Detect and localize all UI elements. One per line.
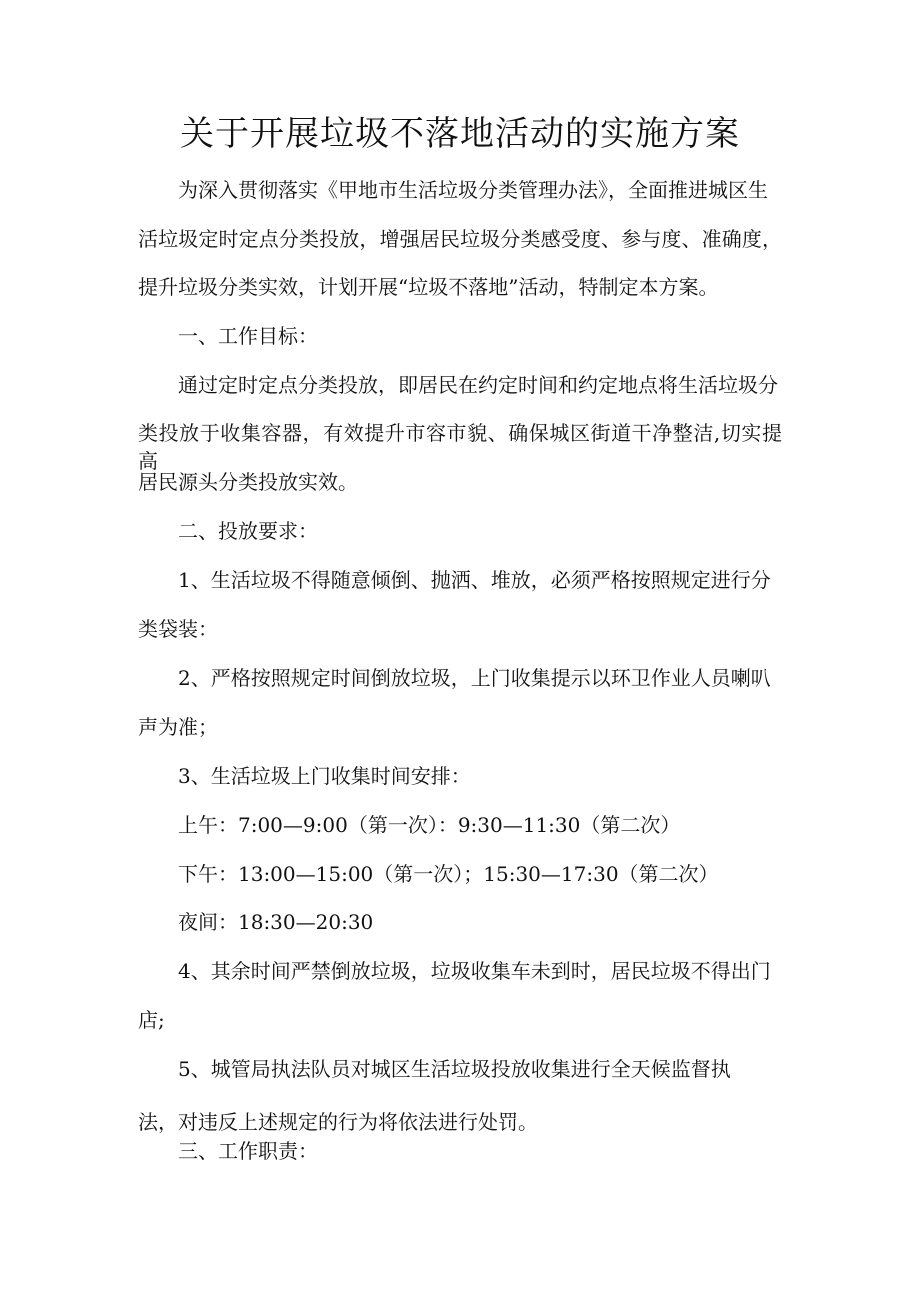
item5-line-2: 法，对违反上述规定的行为将依法进行处罚。	[138, 1110, 538, 1134]
section1-line-1: 通过定时定点分类投放，即居民在约定时间和约定地点将生活垃圾分	[178, 373, 778, 397]
document-title: 关于开展垃圾不落地活动的实施方案	[180, 114, 740, 154]
item1-line-2: 类袋装：	[138, 617, 218, 641]
item2-line-2: 声为准；	[138, 715, 218, 739]
item3: 3、生活垃圾上门收集时间安排：	[178, 764, 471, 788]
intro-line-3: 提升垃圾分类实效，计划开展“垃圾不落地”活动，特制定本方案。	[138, 275, 719, 299]
item1-line-1: 1、生活垃圾不得随意倾倒、抛洒、堆放，必须严格按照规定进行分	[178, 568, 771, 592]
schedule-morning: 上午：7:00—9:00（第一次）：9:30—11:30（第二次）	[178, 813, 681, 837]
item2-line-1: 2、严格按照规定时间倒放垃圾，上门收集提示以环卫作业人员喇叭	[178, 666, 771, 690]
intro-line-2: 活垃圾定时定点分类投放，增强居民垃圾分类感受度、参与度、准确度，	[138, 227, 782, 251]
section2-heading: 二、投放要求：	[178, 519, 318, 543]
item4-line-1: 4、其余时间严禁倒放垃圾，垃圾收集车未到时，居民垃圾不得出门	[178, 959, 771, 983]
item4-line-2: 店;	[138, 1008, 165, 1032]
section3-heading: 三、工作职责：	[178, 1139, 318, 1163]
section1-line-3: 居民源头分类投放实效。	[138, 470, 358, 494]
item5-line-1: 5、城管局执法队员对城区生活垃圾投放收集进行全天候监督执	[178, 1057, 731, 1081]
section1-line-2: 类投放于收集容器，有效提升市容市貌、确保城区街道干净整洁,切实提高	[138, 421, 782, 473]
schedule-afternoon: 下午：13:00—15:00（第一次）；15:30—17:30（第二次）	[178, 862, 719, 886]
intro-line-1: 为深入贯彻落实《甲地市生活垃圾分类管理办法》，全面推进城区生	[178, 178, 768, 202]
schedule-night: 夜间：18:30—20:30	[178, 910, 374, 934]
section1-heading: 一、工作目标：	[178, 324, 318, 348]
